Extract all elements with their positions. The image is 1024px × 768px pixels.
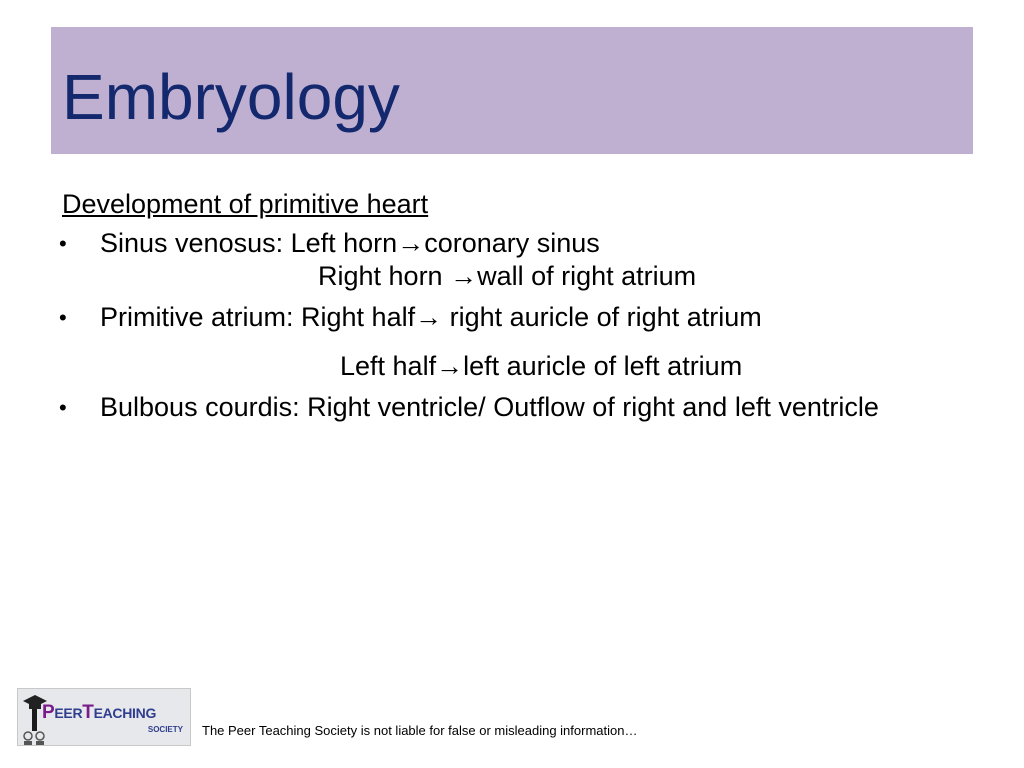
bullet-primitive-atrium — [59, 301, 962, 383]
bullet-line — [100, 260, 962, 293]
logo-letter: EER — [54, 705, 83, 721]
subheading: Development of primitive heart — [62, 189, 429, 219]
line-text: left auricle of left atrium — [463, 351, 743, 381]
bullet-sinus-venosus — [59, 227, 962, 293]
bullet-line — [100, 301, 962, 334]
logo-wordmark — [42, 702, 156, 724]
line-text: wall of right atrium — [477, 261, 697, 291]
line-text: right auricle of right atrium — [442, 302, 762, 332]
line-text: Primitive atrium: Right half — [100, 302, 416, 332]
line-text: coronary sinus — [424, 228, 600, 258]
bullet-line — [100, 350, 962, 383]
arrow-icon: → — [450, 261, 478, 291]
arrow-icon: → — [397, 228, 425, 258]
title-band — [51, 27, 973, 154]
line-text: Right horn — [318, 261, 451, 291]
logo-letter: EACHING — [93, 705, 157, 721]
footer-disclaimer: The Peer Teaching Society is not liable for false or misleading information… — [202, 723, 638, 738]
bullet-line — [100, 227, 962, 260]
line-text: Sinus venosus: Left horn — [100, 228, 398, 258]
arrow-icon: → — [415, 302, 443, 332]
peer-teaching-society-logo — [17, 688, 191, 746]
slide-title: Embryology — [62, 61, 400, 133]
line-text: Left half — [340, 351, 437, 381]
line-text: Bulbous courdis: Right ventricle/ Outflow of right and left ventricle — [100, 392, 879, 422]
bullet-dot: • — [59, 395, 67, 420]
bullet-bulbous-courdis — [59, 391, 900, 424]
bullet-dot: • — [59, 231, 67, 256]
logo-society-text: SOCIETY — [147, 725, 183, 734]
arrow-icon: → — [436, 351, 464, 381]
logo-letter: P — [42, 702, 55, 723]
logo-letter: T — [82, 702, 94, 723]
bullet-dot: • — [59, 305, 67, 330]
slide-body — [59, 188, 962, 432]
